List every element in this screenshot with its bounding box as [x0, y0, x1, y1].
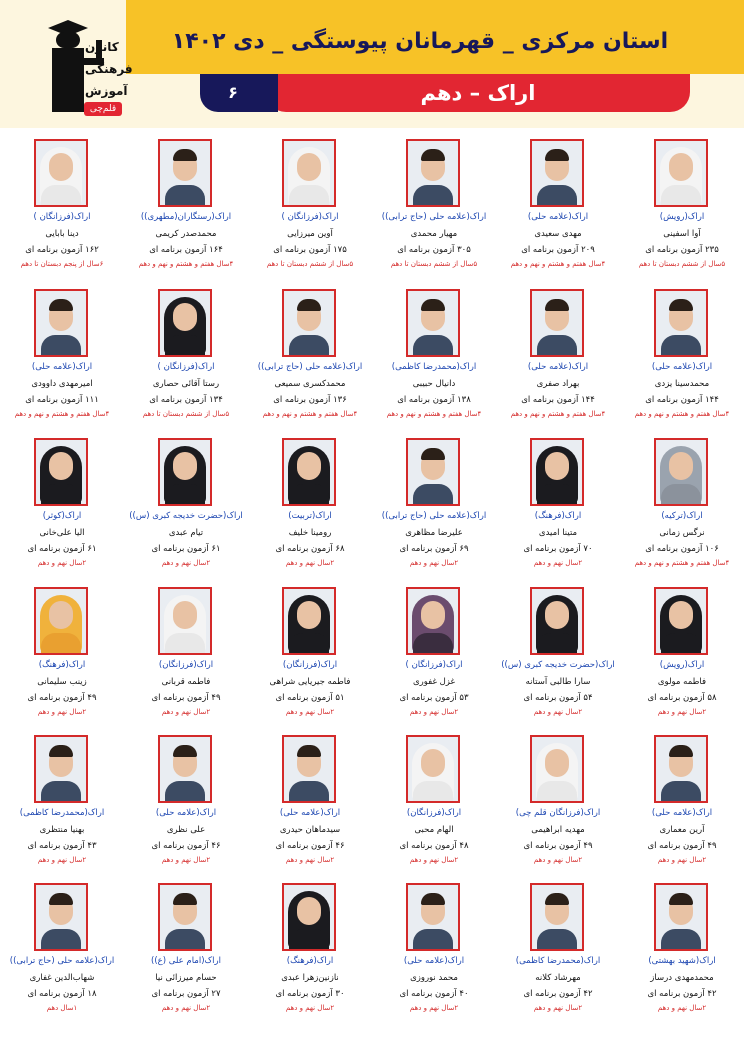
- student-school: اراک(محمدرضا کاظمی): [391, 362, 477, 372]
- student-name: آوا اسفینی: [663, 229, 701, 239]
- student-card: [248, 576, 372, 724]
- student-school: اراک(علامه حلی (حاج ترابی)): [381, 511, 487, 521]
- student-photo: [406, 139, 460, 207]
- student-school: اراک(علامه حلی): [527, 362, 589, 372]
- student-name: مهرشاد کلانه: [535, 973, 581, 983]
- student-photo: [530, 289, 584, 357]
- student-school: اراک(فرهنگ): [534, 511, 582, 521]
- student-exam-count: ۷۰ آزمون برنامه ای: [523, 544, 593, 554]
- student-name: فاطمه قربانی: [161, 677, 211, 687]
- student-years: ۲سال نهم و دهم: [37, 559, 87, 567]
- student-years: ۵سال از ششم دبستان تا دهم: [638, 260, 726, 268]
- student-card: [248, 724, 372, 872]
- student-card: [124, 427, 248, 575]
- student-card: [248, 427, 372, 575]
- student-card: [496, 872, 620, 1020]
- student-name: سارا طالبی آستانه: [525, 677, 591, 687]
- student-school: اراک(علامه حلی): [279, 808, 341, 818]
- student-years: ۵سال از ششم دبستان تا دهم: [266, 260, 354, 268]
- student-name: دانیال حبیبی: [412, 379, 456, 389]
- student-photo: [530, 587, 584, 655]
- student-school: اراک(رستگاران(مطهری)): [140, 212, 232, 222]
- student-exam-count: ۴۹ آزمون برنامه ای: [151, 693, 221, 703]
- student-card: [248, 872, 372, 1020]
- student-card: [496, 278, 620, 426]
- students-grid: [0, 128, 744, 1048]
- student-school: اراک(علامه حلی): [527, 212, 589, 222]
- student-card: [0, 872, 124, 1020]
- logo-line-2: فرهنگی: [85, 62, 133, 76]
- student-card: [620, 576, 744, 724]
- student-exam-count: ۱۶۲ آزمون برنامه ای: [25, 245, 99, 255]
- student-school: اراک(علامه حلی): [403, 956, 465, 966]
- student-school: اراک(فرزانگان): [406, 808, 462, 818]
- student-photo: [406, 289, 460, 357]
- student-exam-count: ۴۲ آزمون برنامه ای: [647, 989, 717, 999]
- student-exam-count: ۲۳۵ آزمون برنامه ای: [645, 245, 719, 255]
- student-school: اراک(علامه حلی (حاج ترابی)): [381, 212, 487, 222]
- student-school: اراک(فرزانگان ): [281, 212, 339, 222]
- logo-line-3: آموزش: [85, 84, 128, 98]
- student-exam-count: ۵۴ آزمون برنامه ای: [523, 693, 593, 703]
- student-name: زینب سلیمانی: [37, 677, 87, 687]
- student-name: محمدکسری سمیعی: [274, 379, 346, 389]
- student-card: [372, 278, 496, 426]
- student-card: [372, 724, 496, 872]
- student-exam-count: ۵۳ آزمون برنامه ای: [399, 693, 469, 703]
- student-photo: [654, 139, 708, 207]
- student-exam-count: ۴۲ آزمون برنامه ای: [523, 989, 593, 999]
- student-name: نرگس زمانی: [659, 528, 705, 538]
- student-card: [0, 576, 124, 724]
- student-years: ۴سال هفتم و هشتم و نهم و دهم: [634, 410, 730, 418]
- student-exam-count: ۱۴۴ آزمون برنامه ای: [645, 395, 719, 405]
- student-name: فاطمه جیریایی شراهی: [269, 677, 351, 687]
- student-photo: [654, 735, 708, 803]
- student-name: متینا امیدی: [538, 528, 578, 538]
- student-exam-count: ۱۷۵ آزمون برنامه ای: [273, 245, 347, 255]
- student-school: اراک(فرهنگ): [38, 660, 86, 670]
- student-exam-count: ۴۶ آزمون برنامه ای: [151, 841, 221, 851]
- student-card: [0, 278, 124, 426]
- student-exam-count: ۱۳۸ آزمون برنامه ای: [397, 395, 471, 405]
- student-exam-count: ۵۱ آزمون برنامه ای: [275, 693, 345, 703]
- student-school: اراک(فرزانگان): [282, 660, 338, 670]
- student-name: امیرمهدی داوودی: [31, 379, 93, 389]
- student-years: ۲سال نهم و دهم: [533, 1004, 583, 1012]
- student-name: بهراد صفری: [536, 379, 580, 389]
- page-subtitle: اراک – دهم: [420, 81, 536, 105]
- student-years: ۴سال هفتم و هشتم و نهم و دهم: [634, 559, 730, 567]
- student-photo: [34, 438, 88, 506]
- student-photo: [406, 883, 460, 951]
- student-name: تیام عبدی: [168, 528, 204, 538]
- student-exam-count: ۶۱ آزمون برنامه ای: [27, 544, 97, 554]
- student-name: مهدی سعیدی: [534, 229, 582, 239]
- student-photo: [34, 883, 88, 951]
- student-school: اراک(رویش): [659, 660, 705, 670]
- student-name: آرین معماری: [659, 825, 705, 835]
- student-years: ۴سال هفتم و هشتم و نهم و دهم: [14, 410, 110, 418]
- student-photo: [282, 735, 336, 803]
- student-photo: [158, 289, 212, 357]
- student-exam-count: ۴۹ آزمون برنامه ای: [647, 841, 717, 851]
- student-name: حسام میرزائی نیا: [155, 973, 217, 983]
- logo-line-1: کانون: [85, 40, 119, 54]
- student-name: غزل غفوری: [413, 677, 455, 687]
- student-card: [496, 128, 620, 276]
- student-name: مهدیه ابراهیمی: [531, 825, 585, 835]
- logo-badge: قلم‌چی: [84, 102, 122, 116]
- student-card: [372, 128, 496, 276]
- student-school: اراک(کوثر): [42, 511, 82, 521]
- student-name: رستا آقائی حصاری: [152, 379, 220, 389]
- student-years: ۲سال نهم و دهم: [657, 856, 707, 864]
- student-years: ۲سال نهم و دهم: [161, 1004, 211, 1012]
- student-school: اراک(امام علی (ع)): [151, 956, 221, 966]
- student-photo: [158, 587, 212, 655]
- student-years: ۲سال نهم و دهم: [533, 856, 583, 864]
- student-years: ۲سال نهم و دهم: [161, 856, 211, 864]
- student-school: اراک(علامه حلی (حاج ترابی)): [9, 956, 115, 966]
- student-name: محمدصدر کریمی: [155, 229, 217, 239]
- student-years: ۵سال از ششم دبستان تا دهم: [142, 410, 230, 418]
- student-card: [372, 872, 496, 1020]
- student-name: سیدماهان حیدری: [279, 825, 341, 835]
- student-card: [620, 872, 744, 1020]
- student-photo: [530, 883, 584, 951]
- student-years: ۲سال نهم و دهم: [409, 1004, 459, 1012]
- student-exam-count: ۶۹ آزمون برنامه ای: [399, 544, 469, 554]
- student-school: اراک(علامه حلی): [651, 362, 713, 372]
- student-photo: [654, 587, 708, 655]
- student-photo: [282, 883, 336, 951]
- student-school: اراک(فرزانگان ): [405, 660, 463, 670]
- student-card: [0, 128, 124, 276]
- student-years: ۲سال نهم و دهم: [533, 708, 583, 716]
- student-photo: [34, 289, 88, 357]
- student-photo: [158, 735, 212, 803]
- student-years: ۲سال نهم و دهم: [409, 856, 459, 864]
- student-exam-count: ۶۱ آزمون برنامه ای: [151, 544, 221, 554]
- student-photo: [530, 735, 584, 803]
- student-school: اراک(علامه حلی): [31, 362, 93, 372]
- student-school: اراک(فرهنگ): [286, 956, 334, 966]
- student-school: اراک(تربیت): [288, 511, 332, 521]
- student-exam-count: ۴۹ آزمون برنامه ای: [523, 841, 593, 851]
- student-years: ۵سال از ششم دبستان تا دهم: [390, 260, 478, 268]
- student-name: محمدمهدی درساز: [650, 973, 714, 983]
- student-photo: [654, 438, 708, 506]
- student-exam-count: ۱۳۶ آزمون برنامه ای: [273, 395, 347, 405]
- student-years: ۲سال نهم و دهم: [409, 559, 459, 567]
- student-school: اراک(شهید بهشتی): [648, 956, 716, 966]
- student-exam-count: ۳۰۵ آزمون برنامه ای: [397, 245, 471, 255]
- student-card: [496, 427, 620, 575]
- student-name: شهاب‌الدین غفاری: [29, 973, 95, 983]
- student-card: [124, 872, 248, 1020]
- student-card: [372, 427, 496, 575]
- student-years: ۲سال نهم و دهم: [161, 559, 211, 567]
- student-years: ۲سال نهم و دهم: [37, 708, 87, 716]
- student-card: [124, 278, 248, 426]
- student-years: ۲سال نهم و دهم: [285, 856, 335, 864]
- student-card: [248, 278, 372, 426]
- student-card: [124, 128, 248, 276]
- student-name: الهام محبی: [414, 825, 454, 835]
- student-school: اراک(فرزانگان): [158, 660, 214, 670]
- page-title: استان مرکزی _ قهرمانان پیوستگی _ دی ۱۴۰۲: [171, 29, 669, 54]
- student-exam-count: ۲۷ آزمون برنامه ای: [151, 989, 221, 999]
- student-name: بهنیا منتظری: [39, 825, 85, 835]
- student-school: اراک(ترکیه): [661, 511, 703, 521]
- student-years: ۲سال نهم و دهم: [409, 708, 459, 716]
- student-years: ۱سال دهم: [46, 1004, 78, 1012]
- student-photo: [282, 139, 336, 207]
- student-name: الیا علی‌خانی: [39, 528, 85, 538]
- student-exam-count: ۱۳۴ آزمون برنامه ای: [149, 395, 223, 405]
- student-school: اراک(علامه حلی): [651, 808, 713, 818]
- student-photo: [282, 587, 336, 655]
- student-photo: [654, 883, 708, 951]
- student-photo: [654, 289, 708, 357]
- student-school: اراک(فرزانگان قلم چی): [515, 808, 601, 818]
- student-years: ۴سال هفتم و هشتم و نهم و دهم: [138, 260, 234, 268]
- student-card: [620, 278, 744, 426]
- student-exam-count: ۲۰۹ آزمون برنامه ای: [521, 245, 595, 255]
- student-card: [124, 724, 248, 872]
- student-exam-count: ۱۸ آزمون برنامه ای: [27, 989, 97, 999]
- student-school: اراک(فرزانگان ): [157, 362, 215, 372]
- student-photo: [34, 587, 88, 655]
- student-years: ۲سال نهم و دهم: [161, 708, 211, 716]
- student-card: [496, 576, 620, 724]
- student-years: ۶سال از پنجم دبستان تا دهم: [20, 260, 104, 268]
- student-name: مهیار محمدی: [410, 229, 458, 239]
- student-school: اراک(حضرت خدیجه کبری (س)): [129, 511, 243, 521]
- student-card: [620, 724, 744, 872]
- student-years: ۴سال هفتم و هشتم و نهم و دهم: [510, 260, 606, 268]
- page-number: ۶: [228, 83, 238, 102]
- student-exam-count: ۴۹ آزمون برنامه ای: [27, 693, 97, 703]
- student-photo: [530, 139, 584, 207]
- student-years: ۲سال نهم و دهم: [657, 1004, 707, 1012]
- student-exam-count: ۶۸ آزمون برنامه ای: [275, 544, 345, 554]
- student-photo: [282, 289, 336, 357]
- student-years: ۴سال هفتم و هشتم و نهم و دهم: [262, 410, 358, 418]
- student-school: اراک(محمدرضا کاظمی): [515, 956, 601, 966]
- student-card: [248, 128, 372, 276]
- student-school: اراک(حضرت خدیجه کبری (س)): [501, 660, 615, 670]
- student-exam-count: ۳۰ آزمون برنامه ای: [275, 989, 345, 999]
- student-name: آوین میرزایی: [287, 229, 333, 239]
- student-name: علی نظری: [166, 825, 206, 835]
- student-years: ۴سال هفتم و هشتم و نهم و دهم: [510, 410, 606, 418]
- student-name: فاطمه مولوی: [657, 677, 707, 687]
- student-photo: [34, 139, 88, 207]
- student-card: [0, 427, 124, 575]
- student-school: اراک(رویش): [659, 212, 705, 222]
- student-years: ۲سال نهم و دهم: [285, 559, 335, 567]
- student-photo: [158, 438, 212, 506]
- student-school: اراک(علامه حلی): [155, 808, 217, 818]
- kanoon-logo: [30, 18, 133, 118]
- student-years: ۲سال نهم و دهم: [37, 856, 87, 864]
- student-years: ۲سال نهم و دهم: [285, 1004, 335, 1012]
- student-years: ۴سال هفتم و هشتم و نهم و دهم: [386, 410, 482, 418]
- student-photo: [34, 735, 88, 803]
- student-exam-count: ۱۶۴ آزمون برنامه ای: [149, 245, 223, 255]
- student-card: [620, 427, 744, 575]
- student-photo: [282, 438, 336, 506]
- student-name: علیرضا مظاهری: [405, 528, 463, 538]
- student-card: [496, 724, 620, 872]
- student-years: ۲سال نهم و دهم: [657, 708, 707, 716]
- student-school: اراک(فرزانگان ): [33, 212, 91, 222]
- student-photo: [158, 139, 212, 207]
- student-exam-count: ۴۰ آزمون برنامه ای: [399, 989, 469, 999]
- student-exam-count: ۱۴۴ آزمون برنامه ای: [521, 395, 595, 405]
- student-exam-count: ۵۸ آزمون برنامه ای: [647, 693, 717, 703]
- student-name: نازنین‌زهرا عبدی: [281, 973, 339, 983]
- student-years: ۲سال نهم و دهم: [285, 708, 335, 716]
- student-years: ۲سال نهم و دهم: [533, 559, 583, 567]
- student-card: [372, 576, 496, 724]
- student-school: اراک(محمدرضا کاظمی): [19, 808, 105, 818]
- student-name: رومینا خلیف: [288, 528, 332, 538]
- student-card: [124, 576, 248, 724]
- student-photo: [406, 438, 460, 506]
- student-name: دینا بابایی: [45, 229, 79, 239]
- student-exam-count: ۴۸ آزمون برنامه ای: [399, 841, 469, 851]
- student-photo: [406, 735, 460, 803]
- student-exam-count: ۴۶ آزمون برنامه ای: [275, 841, 345, 851]
- student-exam-count: ۴۳ آزمون برنامه ای: [27, 841, 97, 851]
- student-name: محمد نوروزی: [410, 973, 458, 983]
- student-exam-count: ۱۱۱ آزمون برنامه ای: [25, 395, 99, 405]
- student-card: [0, 724, 124, 872]
- student-photo: [158, 883, 212, 951]
- student-photo: [406, 587, 460, 655]
- student-photo: [530, 438, 584, 506]
- student-name: محمدسینا یزدی: [654, 379, 710, 389]
- student-school: اراک(علامه حلی (حاج ترابی)): [257, 362, 363, 372]
- student-card: [620, 128, 744, 276]
- student-exam-count: ۱۰۶ آزمون برنامه ای: [645, 544, 719, 554]
